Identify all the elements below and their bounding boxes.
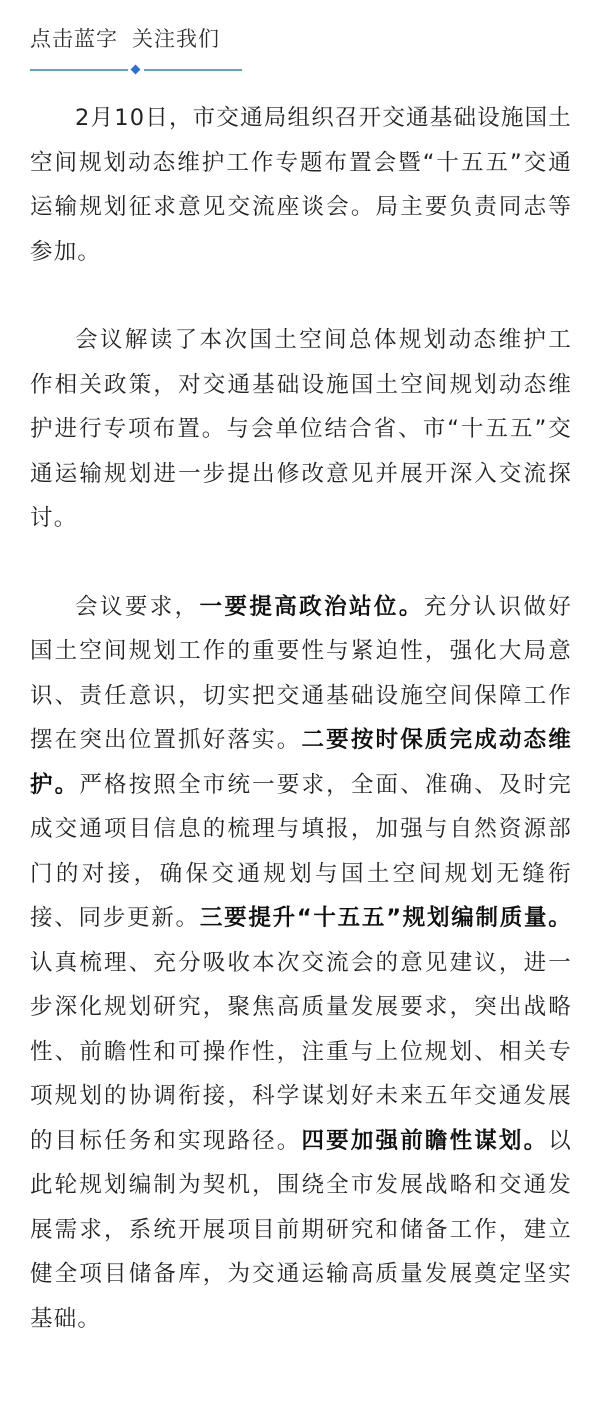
paragraph-meeting-intro: 2月10日，市交通局组织召开交通基础设施国土空间规划动态维护工作专题布置会暨“十五五”交通运输规划征求意见交流座谈会。局主要负责同志等参加。 [30,105,572,265]
requirement-4-text: 以此轮规划编制为契机，围绕全市发展战略和交通发展需求，系统开展项目前期研究和储备工作，建立健全项目储备库，为交通运输高质量发展奠定坚实基础。 [30,1127,572,1332]
requirements-intro: 会议要求， [75,593,200,620]
article-body [30,96,572,1341]
follow-us-label: 关注我们 [132,27,220,51]
requirement-3-text: 认真梳理、充分吸收本次交流会的意见建议，进一步深化规划研究，聚焦高质量发展要求，突出战略性、前瞻性和可操作性，注重与上位规划、相关专项规划的协调衔接，科学谋划好未来五年交通发展的目标任务和实现路径。 [30,949,572,1154]
requirement-2-title: 二要按时保质完成动态维护。 [30,727,573,798]
diamond-icon [131,65,141,75]
paragraph-meeting-requirements [30,585,572,1342]
header-divider [30,64,245,76]
follow-us-title[interactable] [30,18,245,60]
divider-line-left [30,69,128,71]
requirement-4-title: 四要加强前瞻性谋划。 [301,1127,549,1154]
divider-line-right [144,69,242,71]
requirement-1-text: 充分认识做好国土空间规划工作的重要性与紧迫性，强化大局意识、责任意识，切实把交通基础设施空间保障工作摆在突出位置抓好落实。 [30,593,572,753]
requirement-2-text: 严格按照全市统一要求，全面、准确、及时完成交通项目信息的梳理与填报，加强与自然资源部门的对接，确保交通规划与国土空间规划无缝衔接、同步更新。 [30,771,572,931]
click-blue-text-label: 点击蓝字 [30,27,118,51]
paragraph-meeting-content: 会议解读了本次国土空间总体规划动态维护工作相关政策，对交通基础设施国土空间规划动态维护进行专项布置。与会单位结合省、市“十五五”交通运输规划进一步提出修改意见并展开深入交流探讨。 [30,327,572,531]
requirement-3-title: 三要提升“十五五”规划编制质量。 [199,905,572,931]
requirement-1-title: 一要提高政治站位。 [199,593,424,620]
follow-us-header [30,18,245,76]
